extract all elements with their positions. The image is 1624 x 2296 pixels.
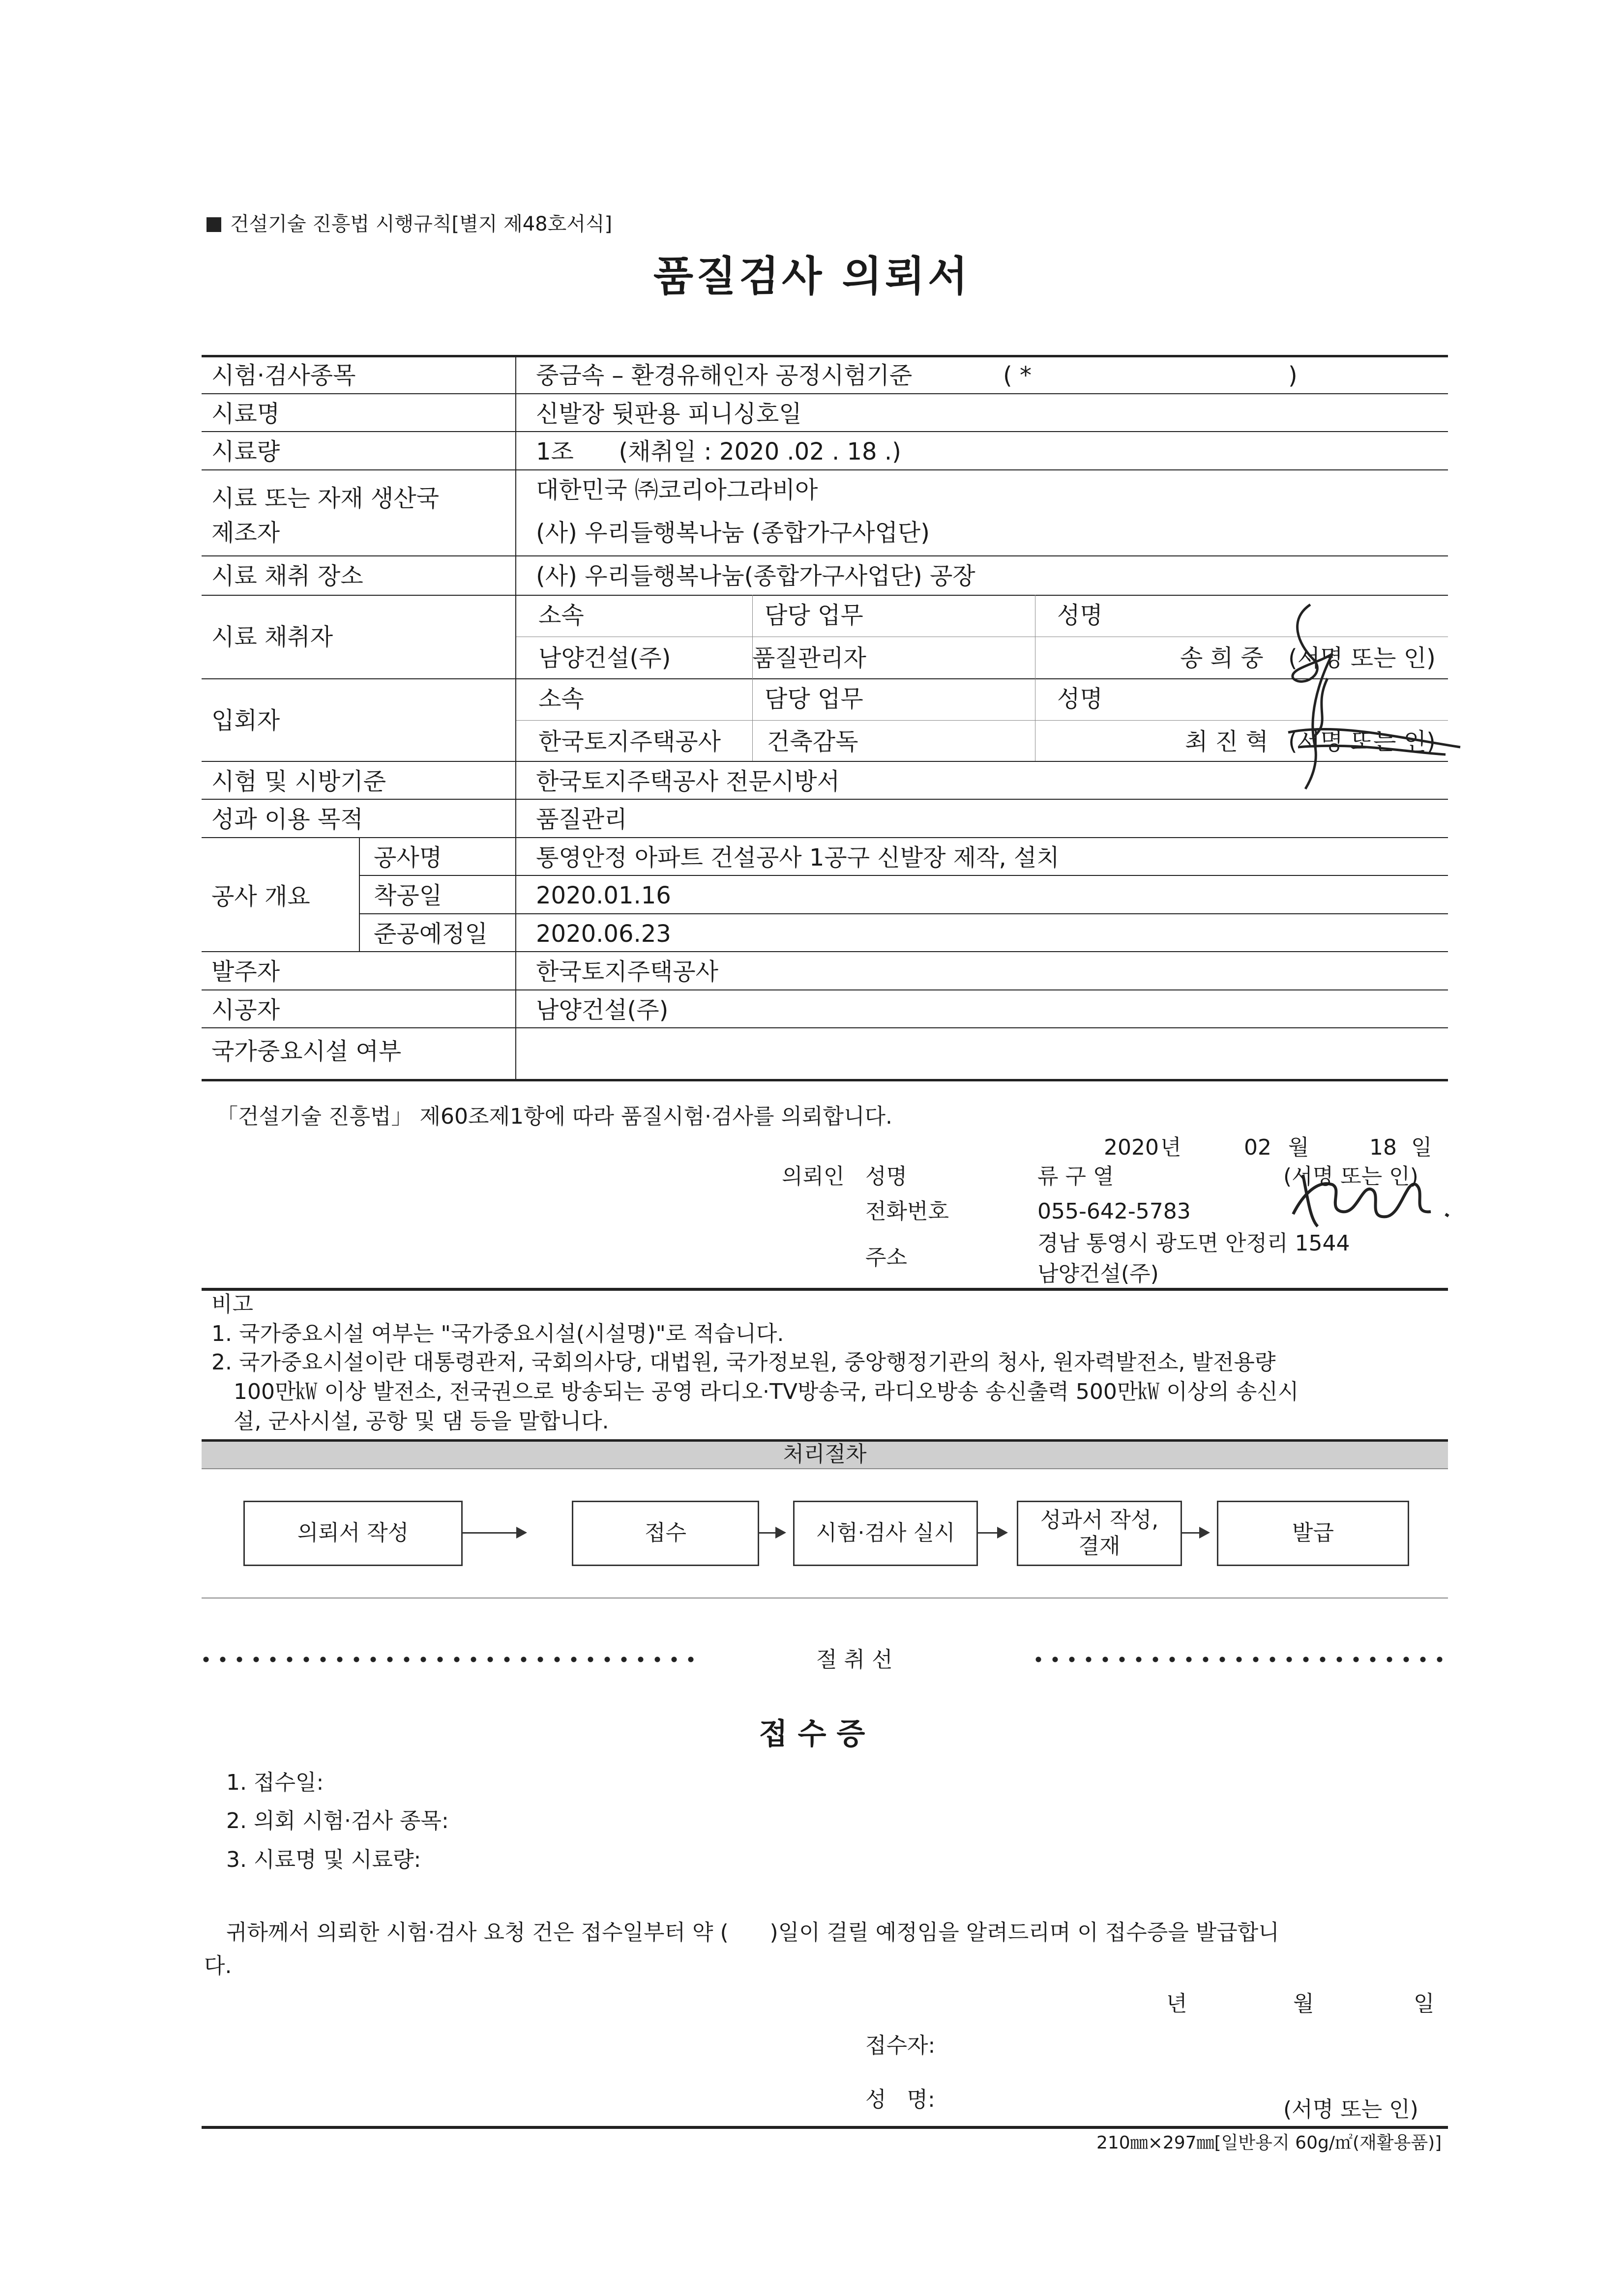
label-contractor: 시공자 (211, 996, 280, 1024)
date-year-unit: 년 (1160, 1135, 1181, 1160)
requester-address-label: 주소 (865, 1245, 908, 1270)
receipt-item-test: 2. 의회 시험·검사 종목: (226, 1808, 449, 1833)
date-month-unit: 월 (1288, 1135, 1309, 1160)
label-national-facility: 국가중요시설 여부 (211, 1038, 402, 1065)
label-start-date: 착공일 (374, 882, 443, 909)
label-overview: 공사 개요 (211, 883, 310, 910)
requester-name-label: 성명 (865, 1164, 908, 1189)
receipt-item-sample: 3. 시료명 및 시료량: (226, 1847, 421, 1872)
process-step-report: 성과서 작성, 결재 (1017, 1501, 1182, 1566)
label-sampler: 시료 채취자 (211, 623, 333, 651)
arrow-right-icon (1181, 1532, 1208, 1534)
value-sample-qty: 1조 (채취일 : 2020 .02 . 18 .) (536, 438, 901, 465)
witness-duty: 건축감독 (767, 728, 858, 756)
page-title: 품질검사 의뢰서 (653, 252, 971, 300)
sampler-sign-label: (서명 또는 인) (1288, 644, 1436, 672)
value-start-date: 2020.01.16 (536, 882, 671, 909)
label-producer-2: 제조자 (211, 519, 280, 547)
requester-phone: 055-642-5783 (1037, 1199, 1191, 1224)
witness-header-name: 성명 (1057, 685, 1103, 713)
value-producer-2: (사) 우리들행복나눔 (종합가구사업단) (536, 519, 930, 547)
label-purpose: 성과 이용 목적 (211, 806, 363, 833)
notes-title: 비고 (211, 1292, 254, 1317)
process-step-write: 의뢰서 작성 (243, 1501, 463, 1566)
date-day-unit: 일 (1411, 1135, 1432, 1160)
arrow-right-icon (461, 1532, 525, 1534)
value-contractor: 남양건설(주) (536, 996, 669, 1024)
arrow-right-icon (976, 1532, 1006, 1534)
process-title: 처리절차 (783, 1442, 867, 1467)
value-client: 한국토지주택공사 (536, 958, 718, 986)
note-2-line-2: 100만㎾ 이상 발전소, 전국권으로 방송되는 공영 라디오·TV방송국, 라디오방송 송신출력 500만㎾ 이상의 송신시 (234, 1379, 1299, 1404)
value-purpose: 품질관리 (536, 806, 627, 833)
receipt-year: 년 (1166, 1991, 1187, 2016)
handwritten-signature-sampler-witness (1259, 600, 1465, 791)
value-end-date: 2020.06.23 (536, 920, 671, 948)
receipt-day: 일 (1414, 1991, 1435, 2016)
requester-name: 류 구 열 (1037, 1164, 1114, 1189)
witness-name: 최 진 혁 (1185, 728, 1269, 756)
requester-address: 경남 통영시 광도면 안정리 1544 (1037, 1231, 1350, 1256)
label-end-date: 준공예정일 (374, 920, 488, 948)
requester-phone-label: 전화번호 (865, 1199, 949, 1224)
value-producer-1: 대한민국 ㈜코리아그라비아 (536, 476, 818, 504)
receipt-item-date: 1. 접수일: (226, 1770, 324, 1795)
process-step-receipt: 접수 (572, 1501, 759, 1566)
label-client: 발주자 (211, 958, 280, 986)
date-day: 18 (1369, 1135, 1397, 1160)
receipt-receiver-label: 접수자: (865, 2033, 936, 2058)
process-step-test: 시험·검사 실시 (793, 1501, 978, 1566)
receipt-name-label: 성 명: (865, 2087, 935, 2112)
form-reference: 건설기술 진흥법 시행규칙[별지 제48호서식] (207, 214, 612, 234)
process-title-bar (202, 1439, 1448, 1469)
witness-sign-label: (서명 또는 인) (1288, 728, 1436, 756)
receipt-title: 접 수 증 (759, 1717, 865, 1751)
value-standard: 한국토지주택공사 전문시방서 (536, 768, 840, 795)
receipt-text-line-1: 귀하께서 의뢰한 시험·검사 요청 건은 접수일부터 약 ( )일이 걸릴 예정임을 알려드리며 이 접수증을 발급합니 (226, 1920, 1279, 1945)
arrow-right-icon (758, 1532, 784, 1534)
requester-sign-label: (서명 또는 인) (1283, 1164, 1418, 1189)
value-test-item: 중금속 – 환경유해인자 공정시험기준 (536, 362, 913, 389)
label-sample-qty: 시료량 (211, 438, 280, 465)
note-1: 1. 국가중요시설 여부는 "국가중요시설(시설명)"로 적습니다. (211, 1321, 784, 1346)
cut-line-label: 절 취 선 (816, 1647, 893, 1672)
label-sampling-place: 시료 채취 장소 (211, 562, 363, 590)
value-sample-name: 신발장 뒷판용 피니싱호일 (536, 400, 802, 428)
label-test-item: 시험·검사종목 (211, 362, 356, 389)
sampler-name: 송 희 중 (1180, 644, 1264, 672)
value-project-name: 통영안정 아파트 건설공사 1공구 신발장 제작, 설치 (536, 844, 1060, 872)
note-2-line-3: 설, 군사시설, 공항 및 댐 등을 말합니다. (234, 1409, 609, 1434)
test-item-extra-close: ) (1288, 362, 1298, 389)
requester-company: 남양건설(주) (1037, 1261, 1159, 1286)
note-2-line-1: 2. 국가중요시설이란 대통령관저, 국회의사당, 대법원, 국가정보원, 중앙행정기관의 청사, 원자력발전소, 발전용량 (211, 1350, 1276, 1375)
label-project-name: 공사명 (374, 844, 443, 872)
request-statement: 「건설기술 진흥법」 제60조제1항에 따라 품질시험·검사를 의뢰합니다. (216, 1104, 892, 1129)
receipt-sign-label: (서명 또는 인) (1283, 2097, 1418, 2122)
sampler-header-org: 소속 (538, 602, 584, 629)
receipt-month: 월 (1293, 1991, 1314, 2016)
paper-spec-footer: 210㎜×297㎜[일반용지 60g/㎡(재활용품)] (1096, 2133, 1442, 2153)
requester-label: 의뢰인 (782, 1164, 845, 1189)
witness-org: 한국토지주택공사 (538, 728, 721, 756)
receipt-text-line-2: 다. (204, 1953, 232, 1978)
test-item-extra-open: ( * (1003, 362, 1032, 389)
square-bullet-icon (207, 217, 221, 232)
cut-line-dots-left (198, 1657, 704, 1662)
label-witness: 입회자 (211, 707, 280, 734)
label-standard: 시험 및 시방기준 (211, 768, 386, 795)
witness-header-org: 소속 (538, 685, 584, 713)
value-sampling-place: (사) 우리들행복나눔(종합가구사업단) 공장 (536, 562, 975, 590)
sampler-org: 남양건설(주) (538, 644, 671, 672)
date-month: 02 (1244, 1135, 1271, 1160)
label-sample-name: 시료명 (211, 400, 280, 428)
cut-line-dots-right (1030, 1657, 1448, 1662)
label-producer-1: 시료 또는 자재 생산국 (211, 485, 440, 512)
sampler-header-duty: 담당 업무 (765, 602, 863, 629)
process-step-issue: 발급 (1217, 1501, 1409, 1566)
date-year: 2020 (1104, 1135, 1159, 1160)
sampler-duty: 품질관리자 (752, 644, 866, 672)
sampler-header-name: 성명 (1057, 602, 1103, 629)
witness-header-duty: 담당 업무 (765, 685, 863, 713)
